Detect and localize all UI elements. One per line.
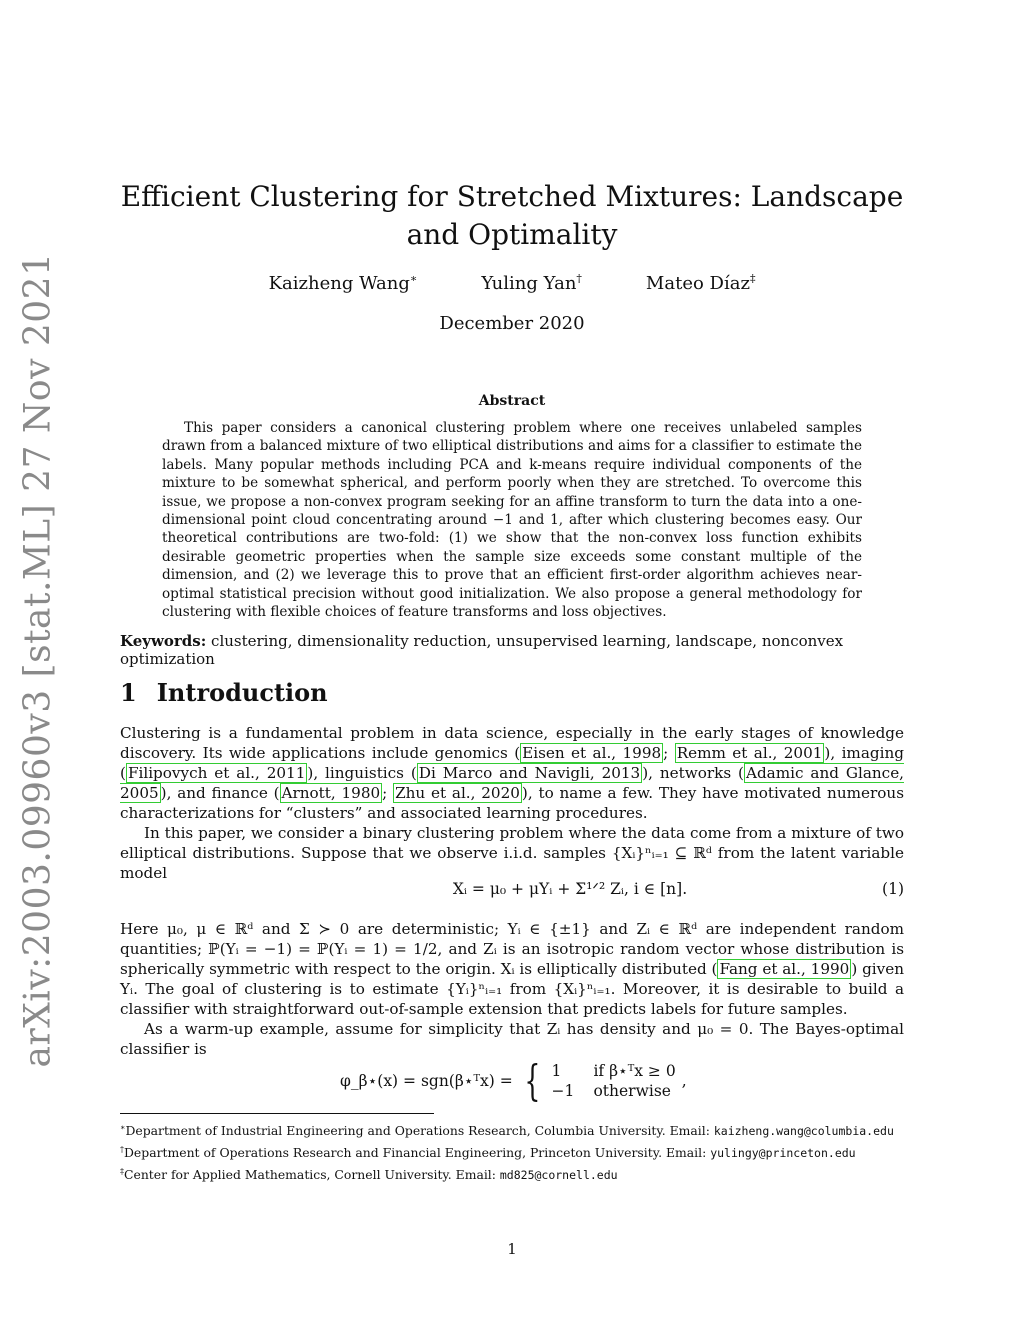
citation-link[interactable]: Di Marco and Navigli, 2013 <box>418 764 641 782</box>
abstract-text: This paper considers a canonical clustering problem where one receives unlabeled samples drawn from a balanced mixture of two elliptical distributions and aims for a classifier to estimate the labels. Many popular methods including PCA and k-means require individual components of the mixture to be somewhat spherical, and perform poorly when they are stretched. To overcome this issue, we propose a non-convex program seeking for an affine transform to turn the data into a one-dimensional point cloud concentrating around −1 and 1, after which clustering becomes easy. Our theoretical contributions are two-fold: (1) we show that the non-convex loss function exhibits desirable geometric properties when the sample size exceeds some constant multiple of the dimension, and (2) we leverage this to prove that an efficient first-order algorithm achieves near-optimal statistical precision without good initialization. We also propose a general methodology for clustering with flexible choices of feature transforms and loss objectives. <box>162 420 862 621</box>
case-row: 1 if β⋆ᵀx ≥ 0 <box>551 1062 676 1080</box>
footnote: ∗Department of Industrial Engineering and Operations Research, Columbia University. Email: kaizheng.wang@columbia.edu <box>120 1123 894 1139</box>
footnote: ‡Center for Applied Mathematics, Cornell University. Email: md825@cornell.edu <box>120 1166 618 1182</box>
arxiv-identifier: arXiv:2003.09960v3 [stat.ML] 27 Nov 2021 <box>17 252 59 1068</box>
keywords-text: clustering, dimensionality reduction, unsupervised learning, landscape, nonconvex optimization <box>120 632 844 668</box>
equation-classifier: φ_β⋆(x) = sgn(β⋆ᵀx) = { 1 if β⋆ᵀx ≥ 0 −1 otherwise , <box>340 1056 687 1105</box>
footnote-divider <box>120 1113 434 1114</box>
section-title: Introduction <box>156 678 328 707</box>
author: Yuling Yan† <box>481 272 582 294</box>
paragraph-definitions: Here μ₀, μ ∈ ℝᵈ and Σ ≻ 0 are deterministic; Yᵢ ∈ {±1} and Zᵢ ∈ ℝᵈ are independent random quantities; ℙ(Yᵢ = −1) = ℙ(Yᵢ = 1) = 1/2, and Zᵢ is an isotropic random vector whose distribution is spherically symmetric with respect to the origin. Xᵢ is elliptically distributed ( Fang et al., 1990 ) given Yᵢ. The goal of clustering is to estimate {Yᵢ}ⁿᵢ₌₁ from {Xᵢ}ⁿᵢ₌₁. Moreover, it is desirable to build a classifier with straightforward out-of-sample extension that predicts labels for future samples. <box>120 920 904 1018</box>
equation-lhs: φ_β⋆(x) = sgn(β⋆ᵀx) = <box>340 1072 513 1090</box>
author: Mateo Díaz‡ <box>645 272 756 294</box>
paragraph-model: In this paper, we consider a binary clustering problem where the data come from a mixture of two elliptical distributions. Suppose that we observe i.i.d. samples {Xᵢ}ⁿᵢ₌₁ ⊆ ℝᵈ from the latent variable model <box>120 824 904 882</box>
citation-link[interactable]: Filipovych et al., 2011 <box>127 764 306 782</box>
email-link[interactable]: yulingy@princeton.edu <box>710 1146 856 1161</box>
citation-link[interactable]: Zhu et al., 2020 <box>395 784 520 802</box>
author: Kaizheng Wang∗ <box>268 272 418 294</box>
section-number: 1 <box>120 678 137 707</box>
keywords <box>120 632 910 668</box>
citation-link[interactable]: Fang et al., 1990 <box>719 960 850 978</box>
paragraph-warmup: As a warm-up example, assume for simplicity that Zᵢ has density and μ₀ = 0. The Bayes-optimal classifier is <box>120 1020 904 1058</box>
equation-number: (1) <box>882 880 904 898</box>
email-link[interactable]: kaizheng.wang@columbia.edu <box>713 1124 894 1139</box>
page-number: 1 <box>507 1240 517 1258</box>
keywords-label: Keywords: <box>120 632 207 650</box>
case-row: −1 otherwise <box>551 1082 671 1100</box>
citation-link[interactable]: Eisen et al., 1998 <box>522 744 662 762</box>
footnotes <box>120 1119 920 1185</box>
paper-title: Efficient Clustering for Stretched Mixtures: Landscape and Optimality <box>120 180 904 251</box>
author-list <box>120 272 904 294</box>
email-link[interactable]: md825@cornell.edu <box>499 1167 618 1182</box>
citation-link[interactable]: Arnott, 1980 <box>281 784 381 802</box>
section-heading <box>120 678 328 707</box>
equation-cases <box>551 1062 675 1100</box>
citation-link[interactable]: Remm et al., 2001 <box>676 744 823 762</box>
footnote: †Department of Operations Research and Financial Engineering, Princeton University. Email: yulingy@princeton.edu <box>120 1144 856 1161</box>
citation-link[interactable]: Adamic and Glance, 2005 <box>120 764 905 802</box>
abstract-heading: Abstract <box>478 393 546 409</box>
paper-date: December 2020 <box>439 313 585 334</box>
equation-body: Xᵢ = μ₀ + μYᵢ + Σ¹ᐟ² Zᵢ, i ∈ [n]. <box>452 880 688 898</box>
paragraph-intro: Clustering is a fundamental problem in data science, especially in the early stages of knowledge discovery. Its wide applications include genomics ( Eisen et al., 1998 ; Remm et al., 2001 ), imaging ( Filipovych et al., 2011 ), linguistics ( Di Marco and Navigli, 2013 ), networks ( Adamic and Glance, 2005 ), and finance ( Arnott, 1980 ; Zhu et al., 2020 ), to name a few. They have motivated numerous characterizations for “clusters” and associated learning procedures. <box>120 724 905 822</box>
brace-symbol: { <box>524 1056 541 1105</box>
